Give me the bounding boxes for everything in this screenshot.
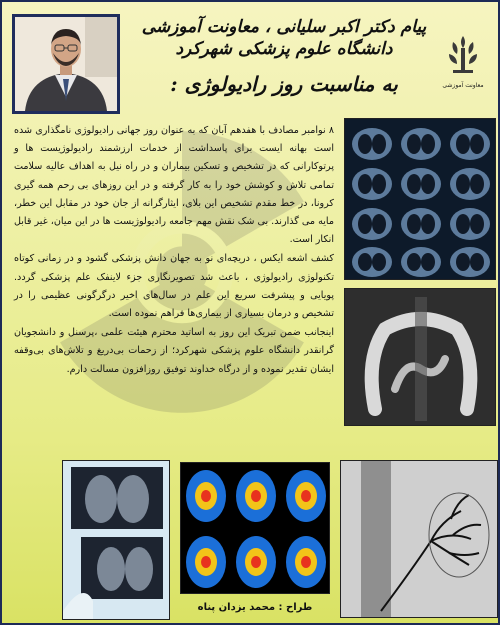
poster-title bbox=[126, 16, 442, 98]
kidney-angiogram-image bbox=[340, 460, 498, 618]
brain-scan-image bbox=[180, 462, 330, 594]
person-icon bbox=[15, 17, 117, 111]
message-paragraph-3: اینجانب ضمن تبریک این روز به اساتید محترم هیئت علمی ،پرسنل و دانشجویان گرانقدر دانشگاه علوم پزشکی شهرکرد؛ از زحمات بی‌دریغ و تلاش‌های بی‌وقفه ایشان تقدیر نموده و از درگاه خداوند توفیق روزافزون مسالت دارم. bbox=[14, 327, 334, 375]
abdominal-xray-image bbox=[344, 288, 496, 426]
portrait-photo bbox=[12, 14, 120, 114]
ct-scan-image bbox=[344, 118, 496, 280]
designer-credit: طراح : محمد یزدان پناه bbox=[197, 602, 313, 613]
title-line-2: به مناسبت روز رادیولوژی : bbox=[170, 72, 398, 96]
message-paragraph-1: ۸ نوامبر مصادف با هفدهم آبان که به عنوان روز جهانی رادیولوژی نامگذاری شده است بهانه ایست برای پاسداشت از خدمات ارزشمند رادیولوژیست ها و پرتوکارانی که در تشخیص و تسکین بیماران و در راه نیل به اهداف عالیه سلامت تمامی تلاش و کوشش خود را به کار گرفته و در این روزهای بی رحم همه گیری کرونا، در خط مقدم تشخیص این بلای، ایثارگرانه از جان خود در مقابل این خطر، مایه می گذارند. بی شک نقش مهم جامعه رادیولوژیست ها در این میان، غیر قابل انکار است. bbox=[14, 125, 334, 246]
message-body bbox=[14, 122, 334, 380]
logo-caption: معاونت آموزشی bbox=[442, 82, 484, 89]
chest-xray-image bbox=[62, 460, 170, 620]
university-logo-icon bbox=[445, 32, 481, 76]
university-logo bbox=[442, 32, 484, 112]
title-line-1: پیام دکتر اکبر سلیانی ، معاونت آموزشی دانشگاه علوم پزشکی شهرکرد bbox=[141, 17, 427, 59]
message-paragraph-2: کشف اشعه ایکس ، دریچه‌ای نو به جهان دانش پزشکی گشود و در زمانی کوتاه تکنولوژی رادیولوژی ، باعث شد تصویرنگاری جزء لاینفک علم پزشکی گردد. پویایی و پیشرفت سریع این علم در سال‌های اخیر درگرگونی عظیمی را در تشخیص و درمان بسیاری از بیماری‌ها فراهم نموده است. bbox=[14, 253, 334, 320]
